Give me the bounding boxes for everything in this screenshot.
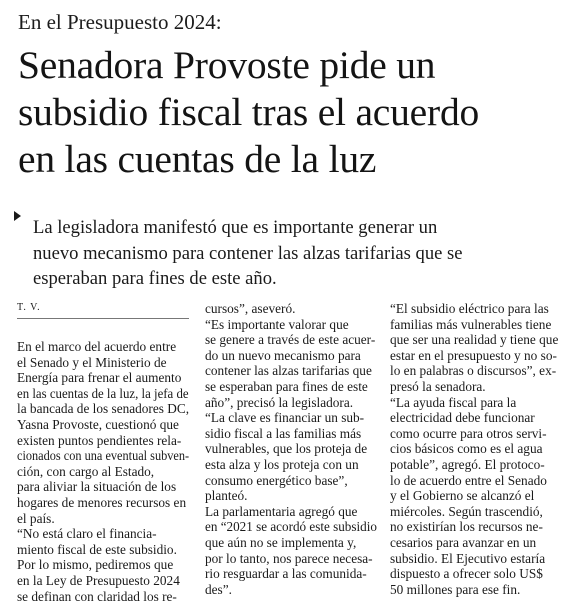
column-line: lo en palabras o discursos”, ex- xyxy=(390,363,575,379)
headline-line: en las cuentas de la luz xyxy=(18,136,578,183)
column-line: el país. xyxy=(17,511,189,527)
column-line: se genere a través de este acuer- xyxy=(205,332,377,348)
column-line: que aún no se implementa y, xyxy=(205,535,377,551)
column-line: no existirían los recursos ne- xyxy=(390,519,575,535)
article-headline xyxy=(18,42,578,183)
body-column-1 xyxy=(17,300,189,604)
article-kicker: En el Presupuesto 2024: xyxy=(18,10,222,34)
column-line: 50 millones para ese fin. xyxy=(390,582,575,598)
column-line: planteó. xyxy=(205,488,377,504)
headline-line: Senadora Provoste pide un xyxy=(18,42,578,89)
column-line: se definan con claridad los re- xyxy=(17,589,189,604)
body-column-3 xyxy=(390,301,575,597)
column-line: en “2021 se acordó este subsidio xyxy=(205,519,375,535)
column-line: miércoles. Según trascendió, xyxy=(390,504,575,520)
column-line: el Senado y el Ministerio de xyxy=(17,355,189,371)
column-line: por lo tanto, nos parece necesa- xyxy=(205,551,377,567)
column-line: cios básicos como es el agua xyxy=(390,441,575,457)
column-line: “No está claro el financia- xyxy=(17,526,189,542)
column-line: esta alza y los proteja con un xyxy=(205,457,377,473)
column-line: rio resguardar a las comunida- xyxy=(205,566,377,582)
column-line: La parlamentaria agregó que xyxy=(205,504,377,520)
column-line: Energía para frenar el aumento xyxy=(17,370,189,386)
lead-line: esperaban para fines de este año. xyxy=(33,266,578,292)
column-line: miento fiscal de este subsidio. xyxy=(17,542,189,558)
column-line: cionados con una eventual subven- xyxy=(17,448,176,464)
column-1-text xyxy=(17,339,189,604)
column-line: familias más vulnerables tiene xyxy=(390,317,575,333)
column-line: Por lo mismo, pediremos que xyxy=(17,557,189,573)
column-line: presó la senadora. xyxy=(390,379,575,395)
column-line: que ser una realidad y tiene que xyxy=(390,332,575,348)
column-line: subsidio. El Ejecutivo estaría xyxy=(390,551,575,567)
column-line: año”, precisó la legisladora. xyxy=(205,395,377,411)
column-line: des”. xyxy=(205,582,377,598)
column-line: potable”, agregó. El protoco- xyxy=(390,457,575,473)
byline: T. V. xyxy=(17,300,189,315)
column-3-text xyxy=(390,301,575,597)
column-line: electricidad debe funcionar xyxy=(390,410,575,426)
lead-bullet-icon xyxy=(14,211,21,221)
headline-line: subsidio fiscal tras el acuerdo xyxy=(18,89,578,136)
column-line: para aliviar la situación de los xyxy=(17,479,189,495)
column-line: como ocurre para otros servi- xyxy=(390,426,575,442)
column-line: cesarios para avanzar en un xyxy=(390,535,575,551)
column-line: lo de acuerdo entre el Senado xyxy=(390,473,575,489)
column-line: “Es importante valorar que xyxy=(205,317,377,333)
byline-rule xyxy=(17,318,189,319)
column-line: existen puntos pendientes rela- xyxy=(17,433,189,449)
column-line: cursos”, aseveró. xyxy=(205,301,377,317)
column-line: en las cuentas de la luz, la jefa de xyxy=(17,386,183,402)
column-line: hogares de menores recursos en xyxy=(17,495,189,511)
body-column-2 xyxy=(205,301,377,597)
column-line: “El subsidio eléctrico para las xyxy=(390,301,575,317)
column-line: contener las alzas tarifarias que xyxy=(205,363,377,379)
column-line: Yasna Provoste, cuestionó que xyxy=(17,417,189,433)
column-line: vulnerables, que los proteja de xyxy=(205,441,377,457)
column-line: y el Gobierno se alcanzó el xyxy=(390,488,575,504)
article-lead xyxy=(33,215,578,292)
column-line: la bancada de los senadores DC, xyxy=(17,401,189,417)
column-line: se esperaban para fines de este xyxy=(205,379,377,395)
column-line: do un nuevo mecanismo para xyxy=(205,348,377,364)
column-line: ción, con cargo al Estado, xyxy=(17,464,189,480)
column-line: “La clave es financiar un sub- xyxy=(205,410,377,426)
column-line: En el marco del acuerdo entre xyxy=(17,339,189,355)
column-line: “La ayuda fiscal para la xyxy=(390,395,575,411)
lead-line: La legisladora manifestó que es importante generar un xyxy=(33,215,578,241)
lead-line: nuevo mecanismo para contener las alzas tarifarias que se xyxy=(33,241,578,267)
column-line: dispuesto a ofrecer solo US$ xyxy=(390,566,575,582)
column-2-text xyxy=(205,301,377,597)
column-line: consumo energético base”, xyxy=(205,473,377,489)
column-line: estar en el presupuesto y no so- xyxy=(390,348,575,364)
column-line: en la Ley de Presupuesto 2024 xyxy=(17,573,189,589)
column-line: sidio fiscal a las familias más xyxy=(205,426,377,442)
